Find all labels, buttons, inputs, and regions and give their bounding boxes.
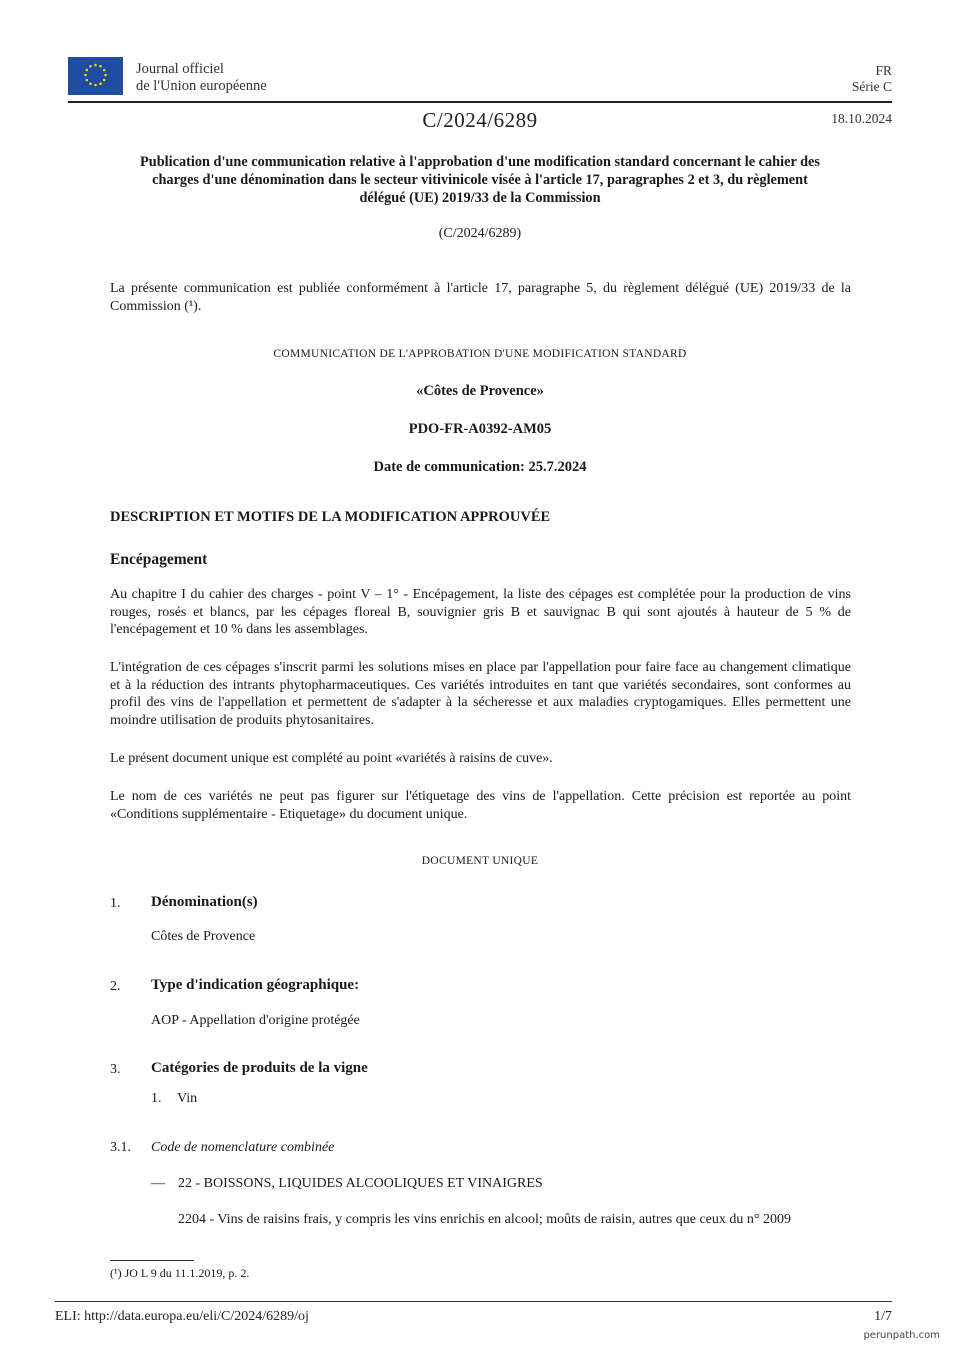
item-2-value: AOP - Appellation d'origine protégée — [151, 1013, 360, 1028]
item-1-heading: Dénomination(s) — [151, 894, 258, 910]
item-3-number: 3. — [110, 1062, 121, 1077]
eli-label: ELI: — [55, 1309, 81, 1324]
watermark: perunpath.com — [863, 1330, 940, 1341]
item-3-1-dash: — — [151, 1176, 165, 1191]
language-code: FR — [875, 63, 892, 78]
footnote: (¹) JO L 9 du 11.1.2019, p. 2. — [110, 1266, 250, 1280]
item-3-heading: Catégories de produits de la vigne — [151, 1060, 368, 1076]
item-2-number: 2. — [110, 979, 121, 994]
item-3-1-line-1: 22 - BOISSONS, LIQUIDES ALCOOLIQUES ET VINAIGRES — [178, 1176, 543, 1191]
section-heading: DESCRIPTION ET MOTIFS DE LA MODIFICATION APPROUVÉE — [110, 509, 551, 525]
journal-line-2: de l'Union européenne — [136, 78, 267, 94]
document-subnumber: (C/2024/6289) — [438, 226, 522, 241]
item-3-1-line-2: 2204 - Vins de raisins frais, y compris les vins enrichis en alcool; moûts de raisin, autres que ceux du n° 2009 — [178, 1212, 791, 1227]
item-3-1-number: 3.1. — [110, 1140, 131, 1155]
journal-title — [136, 61, 267, 95]
communication-heading: COMMUNICATION DE L'APPROBATION D'UNE MODIFICATION STANDARD — [273, 348, 687, 360]
series-label: Série C — [851, 79, 892, 94]
item-3-sub-number: 1. — [151, 1091, 162, 1106]
journal-line-1: Journal officiel — [136, 61, 224, 77]
item-3-1-heading: Code de nomenclature combinée — [151, 1140, 335, 1155]
pdo-code: PDO-FR-A0392-AM05 — [408, 421, 552, 437]
item-1-value: Côtes de Provence — [151, 929, 256, 944]
publication-date: 18.10.2024 — [831, 111, 892, 126]
item-1-number: 1. — [110, 896, 121, 911]
paragraph-2: L'intégration de ces cépages s'inscrit parmi les solutions mises en place par l'appellation pour faire face au changement climatique et à la réduction des intrants phytopharmaceutiques. Ces variétés introduites en tant que variétés secondaires, sont conformes au profil des vins de l'appellation et permettent de s'adapter à la sécheresse et aux maladies cryptogamiques. Elles permettent une moindre utilisation de produits phytosanitaires. — [110, 660, 851, 728]
intro-paragraph: La présente communication est publiée conformément à l'article 17, paragraphe 5, du règlement délégué (UE) 2019/33 de la Commission (¹). — [110, 281, 851, 314]
header-meta — [852, 63, 892, 95]
footnote-divider — [110, 1260, 194, 1261]
eu-stars-icon — [68, 57, 123, 95]
eli-reference — [55, 1309, 309, 1325]
eli-link[interactable]: http://data.europa.eu/eli/C/2024/6289/oj — [84, 1309, 309, 1324]
sub-heading: Encépagement — [110, 551, 208, 568]
communication-date: Date de communication: 25.7.2024 — [373, 459, 587, 475]
paragraph-1: Au chapitre I du cahier des charges - point V – 1° - Encépagement, la liste des cépages est complétée pour la production de vins rouges, rosés et blancs, par les cépages floreal B, souvignier gris B et sauvignac B qui sont ajoutés à hauteur de 5 % de l'encépagement et 10 % dans les assemblages. — [110, 587, 851, 637]
item-2-heading: Type d'indication géographique: — [151, 977, 360, 993]
document-number: C/2024/6289 — [422, 108, 538, 132]
footer-divider — [55, 1301, 892, 1302]
paragraph-3: Le présent document unique est complété au point «variétés à raisins de cuve». — [110, 751, 553, 766]
denomination-name: «Côtes de Provence» — [416, 383, 544, 399]
header-divider — [68, 101, 892, 103]
page-number: 1/7 — [874, 1309, 892, 1324]
eu-flag-logo — [68, 57, 123, 95]
document-unique-heading: DOCUMENT UNIQUE — [421, 855, 539, 867]
paragraph-4: Le nom de ces variétés ne peut pas figurer sur l'étiquetage des vins de l'appellation. Cette précision est reportée au point «Conditions supplémentaire - Etiquetage» du document unique. — [110, 789, 851, 822]
item-3-sub-value: Vin — [177, 1091, 198, 1106]
document-title: Publication d'une communication relative à l'approbation d'une modification standard concernant le cahier des charges d'une dénomination dans le secteur vitivinicole visée à l'article 17, paragraphes 2 et 3, du règlement délégué (UE) 2019/33 de la Commission — [140, 154, 820, 206]
